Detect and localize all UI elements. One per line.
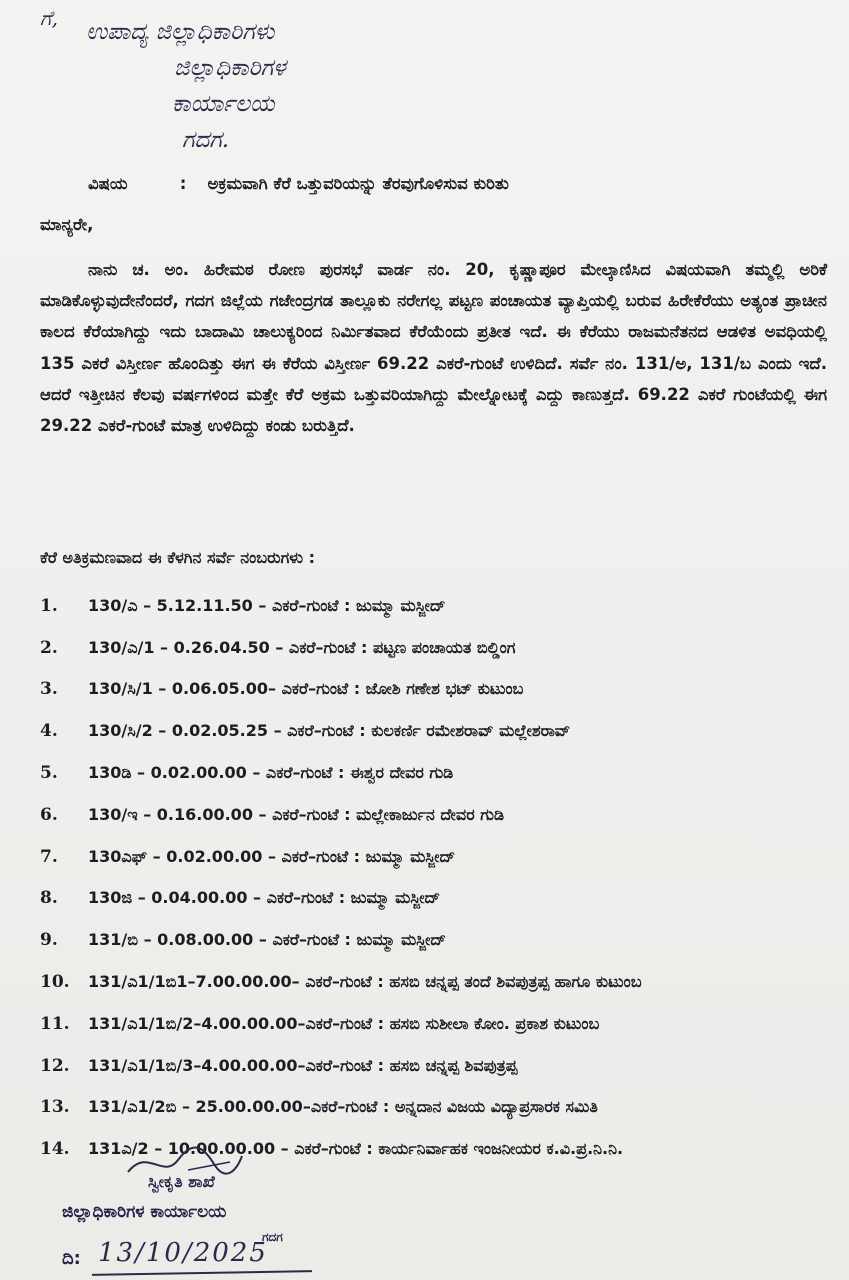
stamp-line-2: ಜಿಲ್ಲಾಧಿಕಾರಿಗಳ ಕಾರ್ಯಾಲಯ: [62, 1202, 227, 1222]
item-text: 130/ಇ – 0.16.00.00 – ಎಕರೆ–ಗುಂಟೆ : ಮಲ್ಲೇಕಾರ್ಜುನ ದೇವರ ಗುಡಿ: [88, 804, 505, 824]
address-line-3: ಕಾರ್ಯಾಲಯ: [172, 91, 275, 117]
address-line-1: ಉಪಾದ್ಯ ಜಿಲ್ಲಾಧಿಕಾರಿಗಳು: [86, 19, 275, 45]
list-item: [40, 1087, 840, 1129]
date-underline: [92, 1270, 312, 1276]
item-text: 130ಡಿ – 0.02.00.00 – ಎಕರೆ–ಗುಂಟೆ : ಈಶ್ವರ ದೇವರ ಗುಡಿ: [88, 763, 454, 783]
item-text: 130/ಸಿ/2 – 0.02.05.25 – ಎಕರೆ–ಗುಂಟೆ : ಕುಲಕರ್ಣಿ ರಮೇಶರಾವ್ ಮಲ್ಲೇಶರಾವ್: [88, 721, 571, 741]
address-line-4: ಗದಗ.: [182, 127, 230, 153]
list-item: [40, 710, 840, 752]
subject-text: ಅಕ್ರಮವಾಗಿ ಕೆರೆ ಒತ್ತುವರಿಯನ್ನು ತೆರವುಗೊಳಿಸುವ ಕುರಿತು: [207, 174, 509, 193]
item-number: 7.: [40, 846, 58, 867]
item-text: 131/ಎ1/1ಬಿ/3–4.00.00.00–ಎಕರೆ–ಗುಂಟೆ : ಹಸಬಿ ಚನ್ನಪ್ಪ ಶಿವಪುತ್ರಪ್ಪ: [88, 1055, 518, 1075]
survey-number-list: [40, 585, 840, 1170]
item-number: 2.: [40, 637, 58, 658]
item-number: 6.: [40, 804, 58, 825]
item-number: 11.: [40, 1013, 70, 1034]
item-text: 130/ಎ – 5.12.11.50 – ಎಕರೆ–ಗುಂಟೆ : ಜುಮ್ಮಾ ಮಸ್ಜೀದ್: [88, 595, 446, 615]
item-text: 130ಎಫ್ – 0.02.00.00 – ಎಕರೆ–ಗುಂಟೆ : ಜುಮ್ಮಾ ಮಸ್ಜೀದ್: [88, 846, 456, 866]
item-text: 131/ಎ1/1ಬಿ/2–4.00.00.00–ಎಕರೆ–ಗುಂಟೆ : ಹಸಬಿ ಸುಶೀಲಾ ಕೋಂ. ಪ್ರಕಾಶ ಕುಟುಂಬ: [88, 1013, 600, 1033]
item-text: 130/ಎ/1 – 0.26.04.50 – ಎಕರೆ–ಗುಂಟೆ : ಪಟ್ಟಣ ಪಂಚಾಯತ ಬಿಲ್ಡಿಂಗ: [88, 637, 516, 657]
subject-label: ವಿಷಯ: [88, 174, 128, 193]
subject-colon: :: [179, 174, 187, 193]
item-number: 4.: [40, 721, 58, 742]
list-item: [40, 627, 840, 669]
recipient-prefix: ಗೆ,: [40, 6, 58, 30]
survey-list-heading: ಕೆರೆ ಅತಿಕ್ರಮಣವಾದ ಈ ಕೆಳಗಿನ ಸರ್ವೆ ನಂಬರುಗಳು :: [40, 548, 316, 567]
salutation: ಮಾನ್ಯರೇ,: [40, 215, 94, 234]
body-paragraph: ನಾನು ಚ. ಅಂ. ಹಿರೇಮಠ ರೋಣ ಪುರಸಭೆ ವಾರ್ಡ ನಂ. 20, ಕೃಷ್ಣಾಪೂರ ಮೇಲ್ಕಾಣಿಸಿದ ವಿಷಯವಾಗಿ ತಮ್ಮಲ್ಲಿ ಅರಿಕೆ ಮಾಡಿಕೊಳ್ಳುವುದೇನೆಂದರೆ, ಗದಗ ಜಿಲ್ಲೆಯ ಗಜೇಂದ್ರಗಡ ತಾಲ್ಲೂಕು ನರೇಗಲ್ಲ ಪಟ್ಟಣ ಪಂಚಾಯತ ವ್ಯಾಪ್ತಿಯಲ್ಲಿ ಬರುವ ಹಿರೇಕೆರೆಯು ಅತ್ಯಂತ ಪ್ರಾಚೀನ ಕಾಲದ ಕೆರೆಯಾಗಿದ್ದು ಇದು ಬಾದಾಮಿ ಚಾಲುಕ್ಯರಿಂದ ನಿರ್ಮಿತವಾದ ಕೆರೆಯೆಂದು ಪ್ರತೀತ ಇದೆ. ಈ ಕೆರೆಯು ರಾಜಮನೆತನದ ಆಡಳಿತ ಅವಧಿಯಲ್ಲಿ 135 ಎಕರೆ ವಿಸ್ತೀರ್ಣ ಹೊಂದಿತ್ತು ಈಗ ಈ ಕೆರೆಯ ವಿಸ್ತೀರ್ಣ 69.22 ಎಕರೆ-ಗುಂಟೆ ಉಳಿದಿದೆ. ಸರ್ವೆ ನಂ. 131/ಅ, 131/ಬ ಎಂದು ಇದೆ. ಆದರೆ ಇತ್ತೀಚಿನ ಕೆಲವು ವರ್ಷಗಳಿಂದ ಮತ್ತೇ ಕೆರೆ ಅಕ್ರಮ ಒತ್ತುವರಿಯಾಗಿದ್ದು ಮೇಲ್ನೋಟಕ್ಕೆ ಎದ್ದು ಕಾಣುತ್ತದೆ. 69.22 ಎಕರೆ ಗುಂಟೆಯಲ್ಲಿ ಈಗ 29.22 ಎಕರೆ-ಗುಂಟೆ ಮಾತ್ರ ಉಳಿದಿದ್ದು ಕಂಡು ಬರುತ್ತಿದೆ.: [40, 260, 827, 436]
date-label: ದಿ:: [62, 1248, 81, 1269]
item-text: 130/ಸಿ/1 – 0.06.05.00– ಎಕರೆ–ಗುಂಟೆ : ಜೋಶಿ ಗಣೇಶ ಭಟ್ ಕುಟುಂಬ: [88, 679, 524, 699]
list-item: [40, 961, 840, 1003]
list-item: [40, 836, 840, 878]
list-item: [40, 752, 840, 794]
stamp-line-3: ಗದಗ: [262, 1230, 283, 1244]
item-text: 131ಎ/2 – 10.00.00.00 – ಎಕರೆ–ಗುಂಟೆ : ಕಾರ್ಯನಿರ್ವಾಹಕ ಇಂಜನೀಯರ ಕ.ವಿ.ಪ್ರ.ನಿ.ನಿ.: [88, 1139, 624, 1159]
list-item: [40, 794, 840, 836]
list-item: [40, 1045, 840, 1087]
list-item: [40, 669, 840, 711]
item-number: 5.: [40, 763, 58, 784]
item-number: 1.: [40, 595, 58, 616]
recipient-address: [86, 14, 286, 158]
item-number: 12.: [40, 1055, 70, 1076]
item-number: 13.: [40, 1097, 70, 1118]
stamp-line-1: ಸ್ವೀಕೃತಿ ಶಾಖೆ: [148, 1172, 215, 1191]
subject-line: [88, 174, 509, 194]
item-text: 130ಜಿ – 0.04.00.00 – ಎಕರೆ–ಗುಂಟೆ : ಜುಮ್ಮಾ ಮಸ್ಜೀದ್: [88, 888, 441, 908]
item-number: 10.: [40, 972, 70, 993]
list-item: [40, 585, 840, 627]
item-number: 3.: [40, 679, 58, 700]
list-item: [40, 1003, 840, 1045]
item-text: 131/ಬಿ – 0.08.00.00 – ಎಕರೆ–ಗುಂಟೆ : ಜುಮ್ಮಾ ಮಸ್ಜೀದ್: [88, 930, 446, 950]
address-line-2: ಜಿಲ್ಲಾಧಿಕಾರಿಗಳ: [174, 55, 286, 81]
item-number: 8.: [40, 888, 58, 909]
list-item: [40, 919, 840, 961]
item-text: 131/ಎ1/1ಬಿ1–7.00.00.00– ಎಕರೆ–ಗುಂಟೆ : ಹಸಬಿ ಚನ್ನಪ್ಪ ತಂದೆ ಶಿವಪುತ್ರಪ್ಪ ಹಾಗೂ ಕುಟುಂಬ: [88, 972, 642, 992]
item-number: 14.: [40, 1139, 70, 1160]
item-text: 131/ಎ1/2ಬಿ – 25.00.00.00–ಎಕರೆ–ಗುಂಟೆ : ಅನ್ನದಾನ ವಿಜಯ ವಿದ್ಯಾಪ್ರಸಾರಕ ಸಮಿತಿ: [88, 1097, 598, 1117]
list-item: [40, 878, 840, 920]
item-number: 9.: [40, 930, 58, 951]
receipt-stamp-area: [0, 1148, 849, 1280]
handwritten-date: 13/10/2025: [98, 1238, 268, 1268]
